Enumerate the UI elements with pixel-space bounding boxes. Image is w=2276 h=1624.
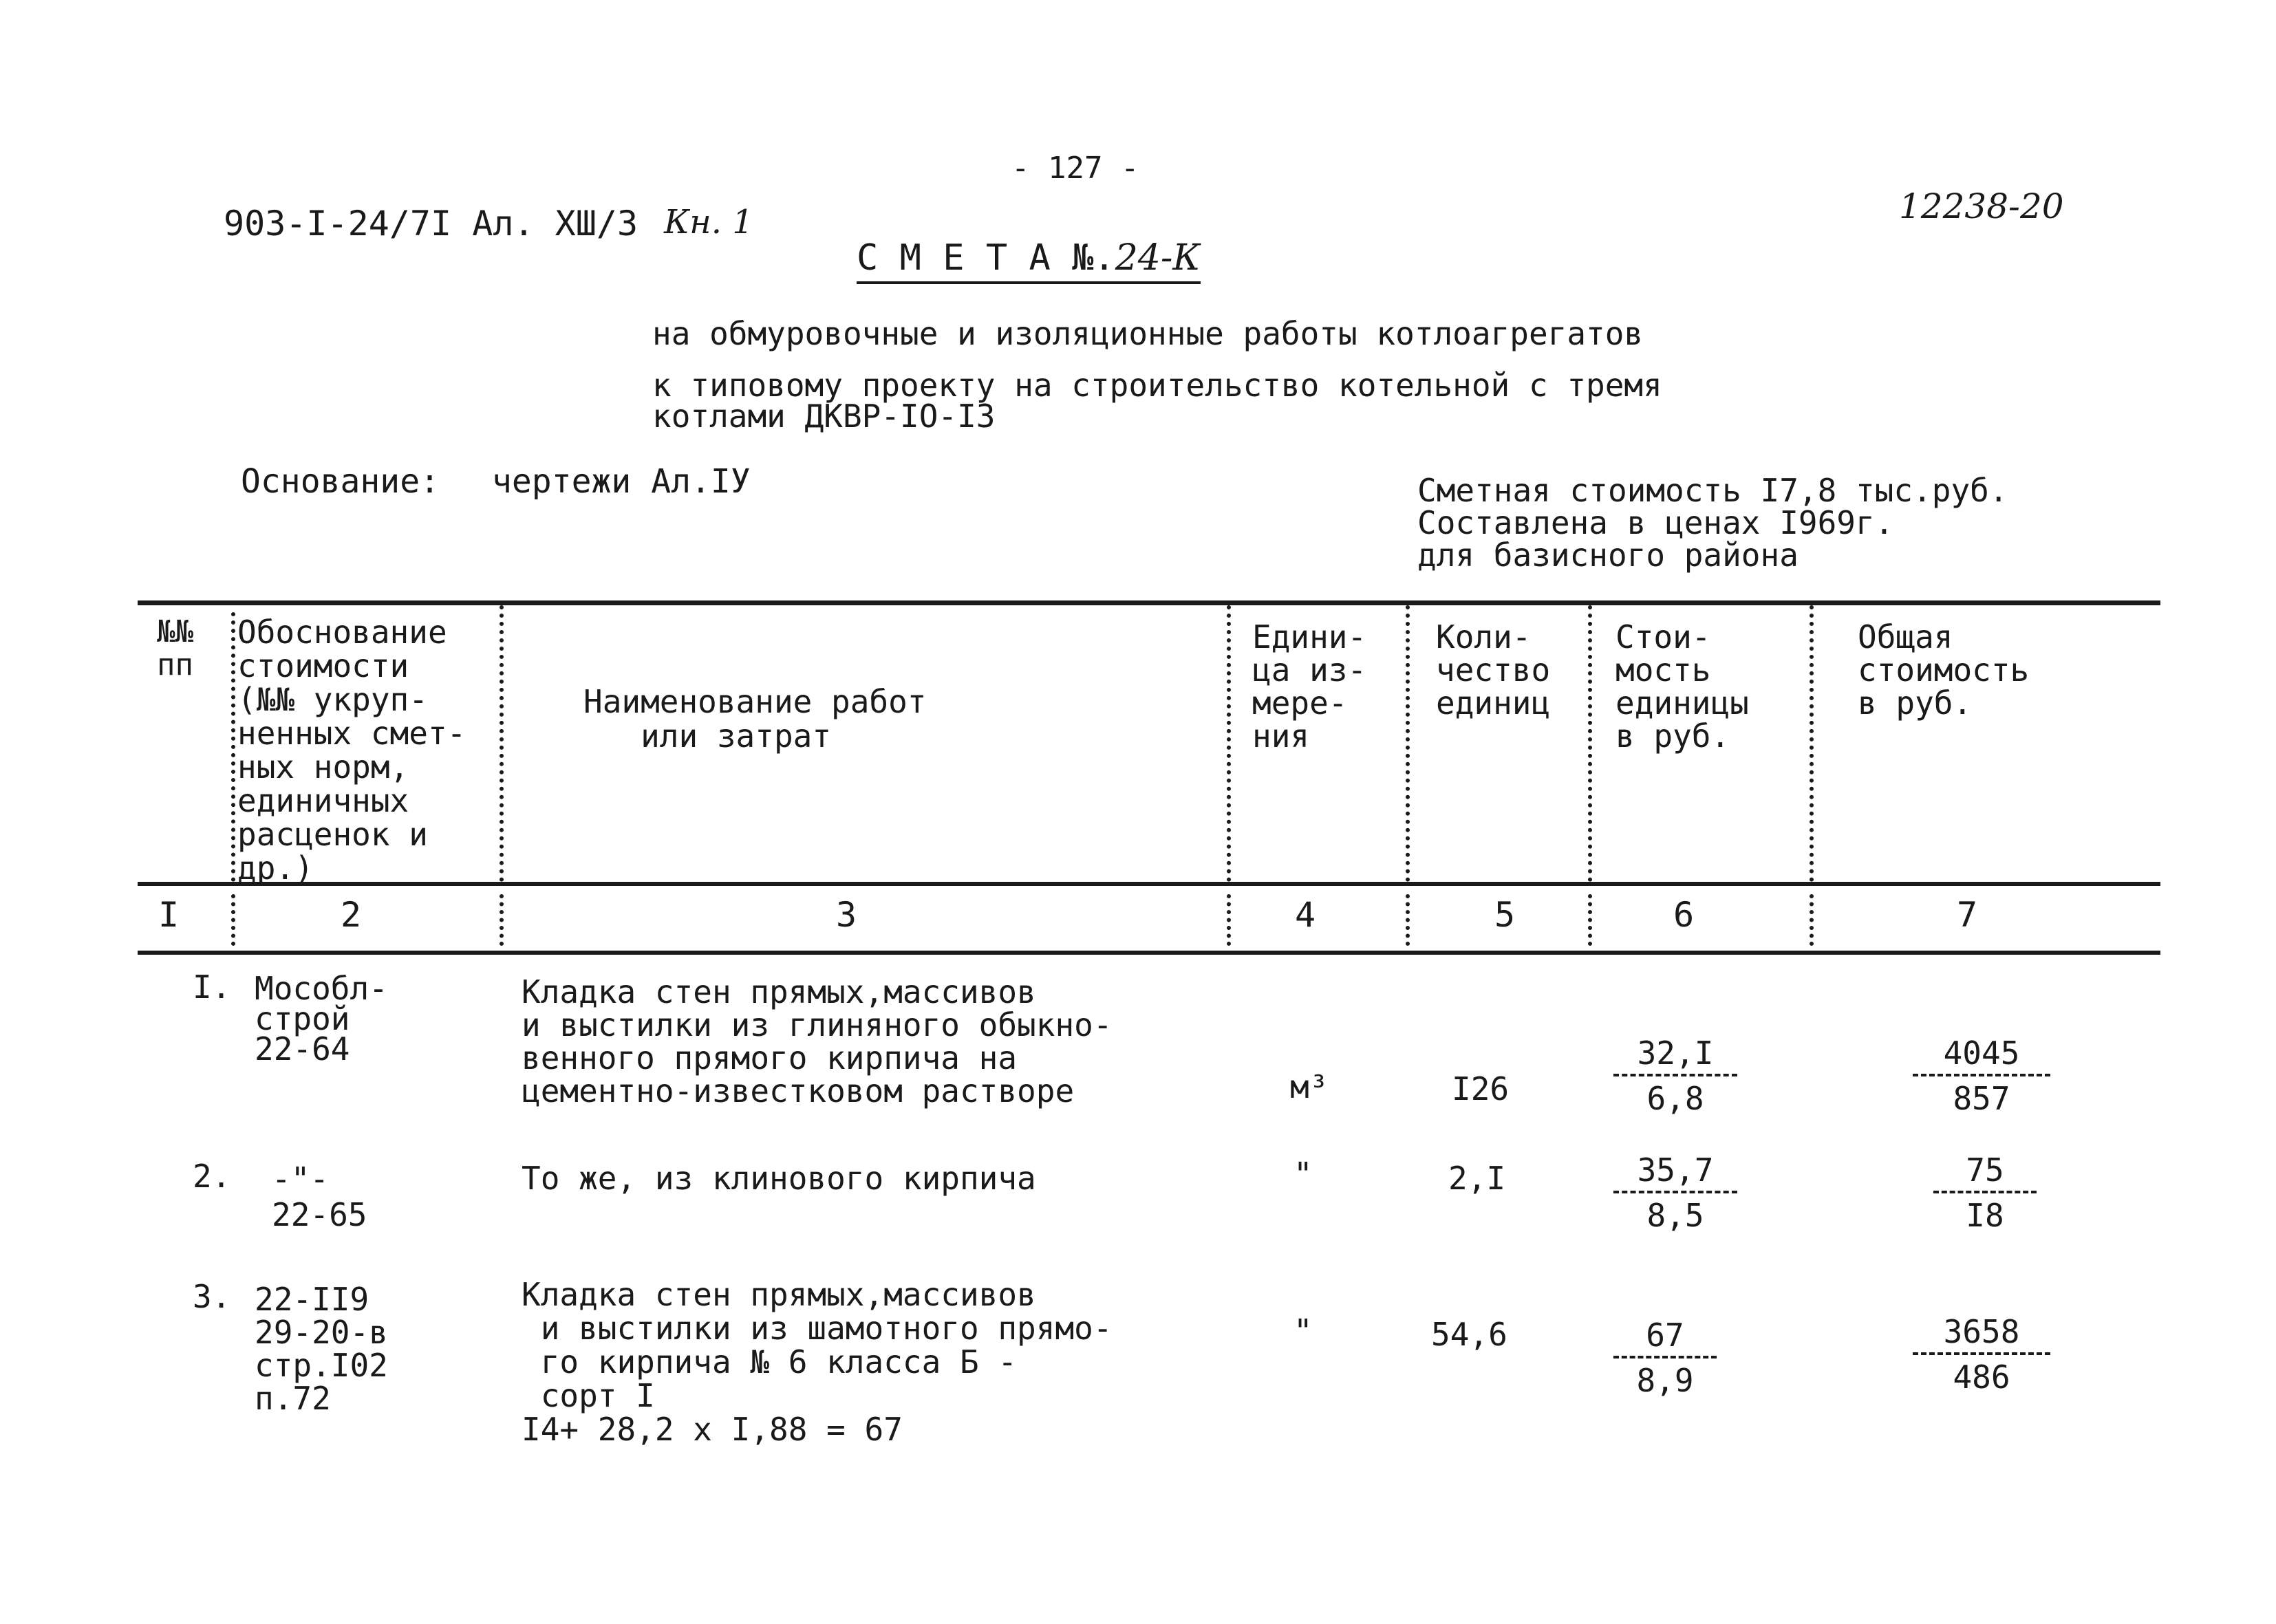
column-number: 3: [835, 895, 857, 935]
column-number: 7: [1956, 895, 1978, 935]
row-total-cost: [1913, 1314, 2050, 1395]
row-work-name: Кладка стен прямых,массивов и выстилки из шамотного прямо- го кирпича № 6 класса Б - сорт I I4+ 28,2 x I,88 = 67: [522, 1276, 1113, 1448]
title-number-handwritten: 24-К: [1115, 237, 1201, 279]
row-unit-cost: [1613, 1152, 1737, 1233]
page-number: - 127 -: [1011, 151, 1139, 186]
total-cost-numerator: 3658: [1913, 1314, 2050, 1355]
total-cost-denominator: 857: [1953, 1080, 2010, 1117]
cost-info-line-1: Сметная стоимость I7,8 тыс.руб.: [1417, 472, 2008, 509]
basis-value: чертежи Ал.IУ: [492, 462, 751, 501]
document-reference-handwritten: 12238-20: [1899, 186, 2064, 226]
unit-cost-numerator: 32,I: [1613, 1035, 1737, 1076]
unit-cost-numerator: 67: [1613, 1317, 1717, 1358]
row-total-cost: [1933, 1152, 2037, 1233]
row-quantity: I26: [1452, 1070, 1510, 1107]
row-total-cost: [1913, 1035, 2050, 1116]
total-cost-denominator: 486: [1953, 1358, 2010, 1396]
column-number: 4: [1294, 895, 1316, 935]
row-work-name: Кладка стен прямых,массивов и выстилки из глиняного обыкно- венного прямого кирпича на цементно-известковом растворе: [522, 973, 1113, 1109]
row-number: 2.: [193, 1158, 231, 1195]
header-total-cost: Общая стоимость в руб.: [1858, 618, 2030, 722]
column-separator: [1406, 605, 1410, 882]
column-number: 2: [340, 895, 362, 935]
header-quantity: Коли- чество единиц: [1436, 618, 1551, 722]
unit-cost-denominator: 8,5: [1646, 1197, 1704, 1234]
subtitle-line-2: к типовому проекту на строительство котельной с тремя: [652, 367, 1662, 404]
total-cost-numerator: 75: [1933, 1152, 2037, 1193]
row-unit-cost: [1613, 1035, 1737, 1116]
document-title: [857, 237, 1201, 284]
row-basis: -"- 22-65: [272, 1160, 367, 1233]
cost-info-line-3: для базисного района: [1417, 537, 1799, 574]
column-separator: [231, 612, 235, 882]
row-basis: 22-II9 29-20-в стр.I02 п.72: [255, 1281, 388, 1417]
document-code-handwritten: Кн. 1: [664, 203, 753, 241]
column-separator: [1588, 605, 1592, 882]
row-number: I.: [193, 968, 231, 1006]
row-quantity: 54,6: [1431, 1316, 1507, 1353]
column-numbers-bottom-rule: [138, 951, 2160, 955]
title-prefix: С М Е Т А №.: [857, 237, 1115, 279]
unit-cost-numerator: 35,7: [1613, 1152, 1737, 1193]
row-unit: ": [1293, 1156, 1313, 1193]
total-cost-denominator: I8: [1966, 1197, 2004, 1234]
total-cost-numerator: 4045: [1913, 1035, 2050, 1076]
row-unit-cost: [1613, 1317, 1717, 1398]
row-basis: Мособл- строй 22-64: [255, 970, 388, 1068]
cost-info-line-2: Составлена в ценах I969г.: [1417, 504, 1894, 541]
header-basis: Обоснование стоимости (№№ укруп- ненных смет- ных норм, единичных расценок и др.): [237, 614, 466, 887]
row-work-name: То же, из клинового кирпича: [522, 1160, 1036, 1197]
header-row-number: №№ пп: [157, 614, 193, 682]
column-separator: [1227, 605, 1231, 882]
header-unit-cost: Стои- мость единицы в руб.: [1615, 618, 1749, 755]
row-number: 3.: [193, 1278, 231, 1315]
column-number: 5: [1494, 895, 1516, 935]
document-code: 903-I-24/7I Ал. XШ/3: [224, 204, 638, 243]
column-separator: [500, 605, 504, 882]
header-work-name: Наименование работ или затрат: [583, 683, 927, 755]
unit-cost-denominator: 8,9: [1636, 1362, 1694, 1399]
table-top-rule: [138, 600, 2160, 605]
row-unit: м³: [1290, 1068, 1329, 1105]
row-quantity: 2,I: [1448, 1160, 1506, 1197]
unit-cost-denominator: 6,8: [1646, 1080, 1704, 1117]
column-number: I: [158, 895, 180, 935]
column-separator: [1810, 605, 1814, 882]
row-unit: ": [1293, 1312, 1313, 1350]
basis-label: Основание:: [241, 462, 440, 501]
subtitle-line-3: котлами ДКВР-IО-I3: [652, 398, 996, 435]
column-number: 6: [1673, 895, 1695, 935]
subtitle-line-1: на обмуровочные и изоляционные работы котлоагрегатов: [652, 315, 1644, 352]
header-unit: Едини- ца из- мере- ния: [1252, 618, 1367, 755]
